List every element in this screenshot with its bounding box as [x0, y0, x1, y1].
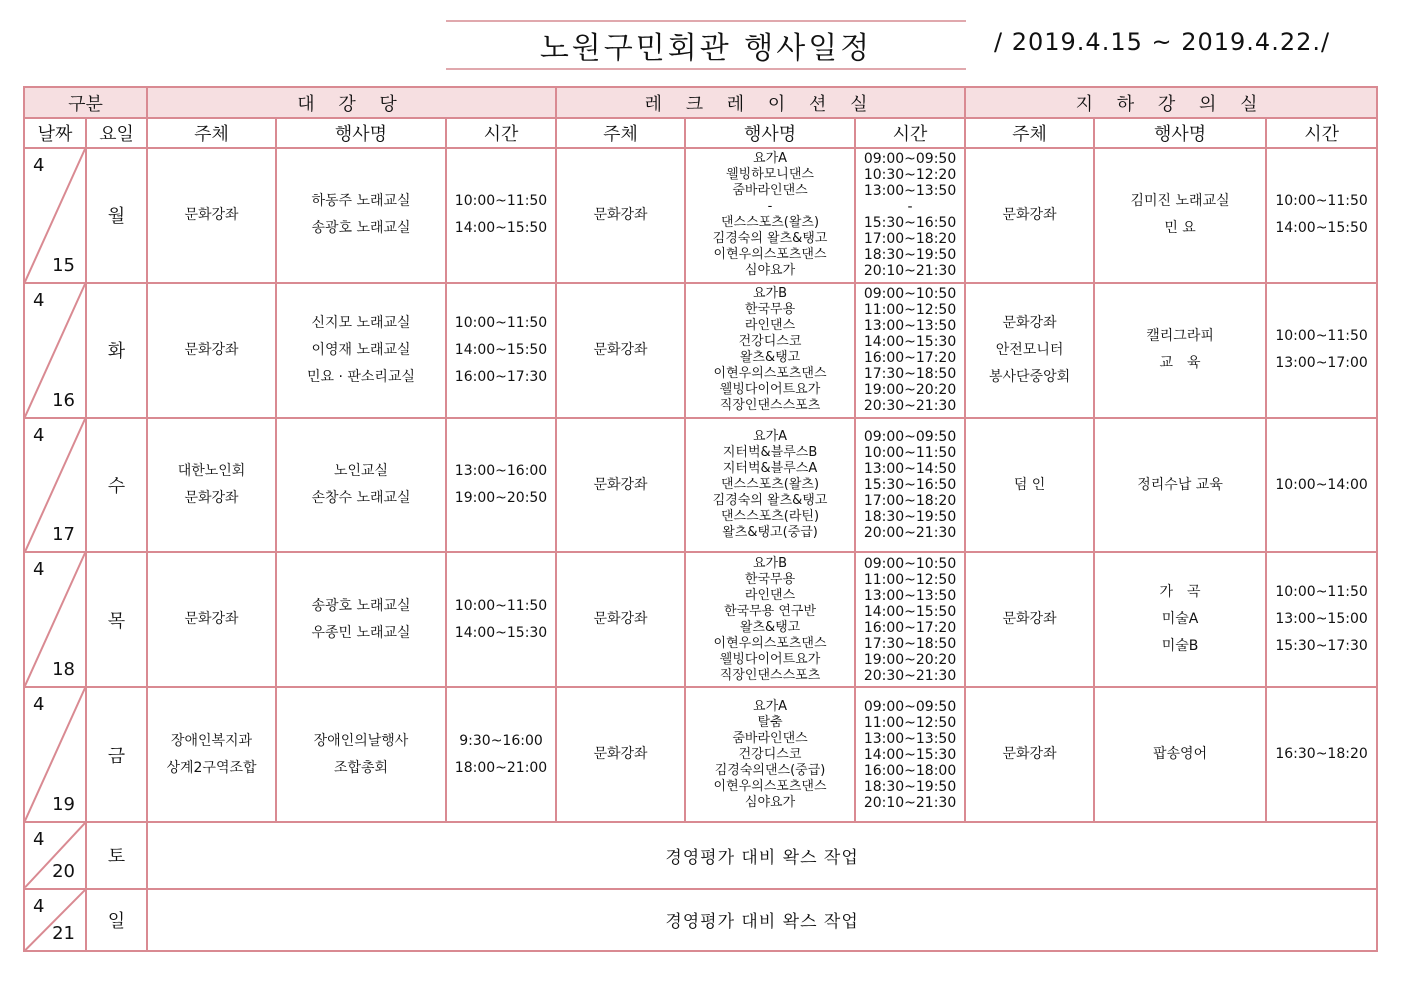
- rec-event: 이현우의스포츠댄스: [713, 366, 827, 382]
- rec-event: 요가B: [753, 286, 788, 302]
- date-cell: [24, 687, 86, 822]
- base-event: 팝송영어: [1153, 746, 1208, 763]
- rec-event: 줌바라인댄스: [732, 730, 808, 746]
- rec-event: 직장인댄스스포츠: [719, 398, 821, 414]
- hall-host: 장애인복지과: [170, 732, 253, 749]
- hall-time-header: 시간: [446, 118, 556, 148]
- date-cell: [24, 418, 86, 553]
- base-time: 13:00~15:00: [1275, 611, 1368, 628]
- hall-event: 송광호 노래교실: [311, 597, 411, 614]
- base-time: 10:00~14:00: [1275, 476, 1368, 493]
- base-time-cell: [1266, 283, 1377, 418]
- hall-host: 문화강좌: [184, 341, 239, 358]
- rec-time: 09:00~10:50: [863, 286, 957, 303]
- date-month: 4: [33, 559, 45, 581]
- date-day: 15: [52, 254, 75, 276]
- base-time: 16:30~18:20: [1275, 746, 1368, 763]
- hall-time-cell: [446, 552, 556, 687]
- rec-time-cell: [855, 552, 965, 687]
- rec-event: 김경숙의 왈츠&탱고: [712, 493, 828, 509]
- rec-event: 요가A: [753, 698, 788, 714]
- hall-event-cell: [276, 687, 446, 822]
- hall-event: 송광호 노래교실: [311, 220, 411, 237]
- weekday-header: 요일: [86, 118, 147, 148]
- rec-event: 댄스스포츠(왈츠): [721, 215, 820, 231]
- date-month: 4: [33, 155, 45, 176]
- hall-event: 이영재 노래교실: [311, 341, 411, 358]
- hall-time: 9:30~16:00: [459, 732, 543, 749]
- rec-time: 20:00~21:30: [863, 525, 957, 542]
- date-day: 19: [52, 794, 75, 816]
- rec-event: 라인댄스: [744, 318, 796, 334]
- rec-event: 웰빙다이어트요가: [719, 651, 821, 667]
- base-host: 문화강좌: [1002, 746, 1057, 763]
- rec-event: 지터벅&블루스A: [722, 461, 818, 477]
- rec-time-cell: [855, 283, 965, 418]
- header-row-venues: [24, 87, 1377, 118]
- base-event: 정리수납 교육: [1137, 476, 1223, 493]
- hall-time: 10:00~11:50: [454, 314, 548, 331]
- rec-event: 댄스스포츠(라틴): [721, 509, 820, 525]
- rec-host: 문화강좌: [593, 206, 648, 223]
- rec-time: 13:00~13:50: [863, 318, 957, 335]
- base-event: 미술B: [1161, 638, 1199, 655]
- rec-host: 문화강좌: [593, 476, 648, 493]
- base-event: 가 곡: [1159, 584, 1201, 601]
- rec-event: 탈춤: [757, 714, 783, 730]
- rec-host-cell: [556, 418, 685, 553]
- rec-event: 직장인댄스스포츠: [719, 667, 821, 683]
- base-event: 민 요: [1164, 220, 1196, 237]
- hall-host: 대한노인회: [177, 463, 246, 480]
- date-day: 21: [52, 923, 75, 944]
- rec-time: 11:00~12:50: [863, 714, 957, 731]
- hall-time: 14:00~15:50: [454, 341, 548, 358]
- rec-time: 19:00~20:20: [863, 382, 957, 399]
- weekday-cell: 금: [86, 687, 147, 822]
- base-event-cell: [1094, 283, 1266, 418]
- rec-event: 왈츠&탱고: [739, 350, 801, 366]
- base-host-header: 주체: [965, 118, 1094, 148]
- hall-time-cell: [446, 687, 556, 822]
- hall-event: 손창수 노래교실: [311, 490, 411, 507]
- rec-time: 15:30~16:50: [863, 477, 957, 494]
- hall-event-cell: [276, 148, 446, 283]
- hall-event-cell: [276, 552, 446, 687]
- rec-time: 18:30~19:50: [863, 509, 957, 526]
- rec-event: 한국무용: [744, 302, 796, 318]
- hall-event: 조합총회: [333, 759, 389, 776]
- base-event: 교 육: [1159, 355, 1201, 372]
- rec-time: 10:30~12:20: [863, 167, 957, 184]
- rec-time: 18:30~19:50: [863, 247, 957, 264]
- hall-time: 16:00~17:30: [454, 368, 548, 385]
- hall-host-cell: [147, 687, 276, 822]
- rec-event: 건강디스코: [738, 334, 802, 350]
- hall-event: 하동주 노래교실: [311, 193, 411, 210]
- date-range: / 2019.4.15 ~ 2019.4.22./: [994, 28, 1331, 56]
- day-row: [24, 418, 1377, 553]
- rec-time: 16:00~17:20: [863, 619, 957, 636]
- rec-time: 09:00~10:50: [863, 555, 957, 572]
- weekday-cell: 화: [86, 283, 147, 418]
- hall-event: 민요 · 판소리교실: [306, 368, 416, 385]
- date-day: 18: [52, 659, 75, 681]
- base-host-cell: [965, 418, 1094, 553]
- base-event-cell: [1094, 418, 1266, 553]
- date-month: 4: [33, 895, 45, 917]
- base-host: 문화강좌: [1002, 314, 1057, 331]
- rec-time: 09:00~09:50: [863, 698, 957, 715]
- date-header: 날짜: [24, 118, 86, 148]
- rec-event: 이현우의스포츠댄스: [713, 778, 827, 794]
- title-box: [446, 20, 966, 70]
- weekend-note: 경영평가 대비 왁스 작업: [147, 889, 1377, 951]
- weekday-cell: 수: [86, 418, 147, 553]
- base-time-header: 시간: [1266, 118, 1377, 148]
- venue-basement-header: 지 하 강 의 실: [965, 87, 1377, 118]
- rec-event: 웰빙다이어트요가: [719, 382, 821, 398]
- rec-time: 13:00~14:50: [863, 461, 957, 478]
- weekday-cell: 일: [86, 889, 147, 951]
- base-event: 미술A: [1161, 611, 1199, 628]
- rec-event-cell: [685, 148, 855, 283]
- date-cell: [24, 148, 86, 283]
- rec-event: 김경숙의 왈츠&탱고: [712, 231, 828, 247]
- base-event: 김미진 노래교실: [1130, 193, 1230, 210]
- date-day: 16: [52, 389, 75, 411]
- rec-time: 20:10~21:30: [863, 263, 957, 280]
- rec-time: 20:30~21:30: [863, 398, 957, 415]
- rec-event-cell: [685, 552, 855, 687]
- rec-time-header: 시간: [855, 118, 965, 148]
- date-month: 4: [33, 289, 45, 311]
- rec-event: 댄스스포츠(왈츠): [721, 477, 820, 493]
- rec-host: 문화강좌: [593, 746, 648, 763]
- weekend-row: [24, 889, 1377, 951]
- base-host-cell: [965, 283, 1094, 418]
- rec-host-cell: [556, 148, 685, 283]
- rec-host-cell: [556, 552, 685, 687]
- base-host: 문화강좌: [1002, 206, 1057, 223]
- date-month: 4: [33, 694, 45, 716]
- rec-event: 한국무용: [744, 571, 796, 587]
- hall-time: 14:00~15:30: [454, 624, 548, 641]
- rec-event: 왈츠&탱고: [739, 619, 801, 635]
- hall-host-cell: [147, 418, 276, 553]
- rec-time-cell: [855, 687, 965, 822]
- rec-time: 13:00~13:50: [863, 183, 957, 200]
- rec-time: -: [907, 199, 913, 216]
- base-time-cell: [1266, 148, 1377, 283]
- day-row: [24, 283, 1377, 418]
- rec-time: 09:00~09:50: [863, 151, 957, 168]
- hall-host-cell: [147, 283, 276, 418]
- rec-time: 14:00~15:50: [863, 603, 957, 620]
- rec-event: 요가A: [753, 151, 788, 167]
- day-row: [24, 148, 1377, 283]
- rec-time: 17:00~18:20: [863, 493, 957, 510]
- base-time: 13:00~17:00: [1275, 355, 1368, 372]
- base-host-cell: [965, 148, 1094, 283]
- rec-time: 14:00~15:30: [863, 334, 957, 351]
- base-event-cell: [1094, 552, 1266, 687]
- rec-time: 15:30~16:50: [863, 215, 957, 232]
- base-host: 안전모니터: [995, 341, 1064, 358]
- base-host: 문화강좌: [1002, 611, 1057, 628]
- base-host-cell: [965, 552, 1094, 687]
- page-title: 노원구민회관 행사일정: [539, 31, 873, 66]
- rec-host: 문화강좌: [593, 611, 648, 628]
- rec-time: 11:00~12:50: [863, 571, 957, 588]
- rec-event: 줌바라인댄스: [732, 183, 808, 199]
- rec-event: 심야요가: [744, 263, 796, 279]
- rec-event: 건강디스코: [738, 746, 802, 762]
- date-cell: [24, 889, 86, 951]
- rec-time: 14:00~15:30: [863, 746, 957, 763]
- hall-time-cell: [446, 283, 556, 418]
- hall-time: 10:00~11:50: [454, 597, 548, 614]
- base-time: 15:30~17:30: [1275, 638, 1368, 655]
- rec-host-cell: [556, 687, 685, 822]
- base-time-cell: [1266, 687, 1377, 822]
- hall-host-cell: [147, 552, 276, 687]
- rec-event: 요가B: [753, 555, 788, 571]
- base-host: 봉사단중앙회: [988, 368, 1071, 385]
- date-month: 4: [33, 829, 45, 851]
- hall-host-cell: [147, 148, 276, 283]
- base-event-header: 행사명: [1094, 118, 1266, 148]
- rec-event: 왈츠&탱고(중급): [722, 525, 818, 541]
- base-time: 10:00~11:50: [1275, 328, 1368, 345]
- rec-event: 요가A: [753, 429, 788, 445]
- rec-event: 한국무용 연구반: [724, 603, 817, 619]
- hall-time: 14:00~15:50: [454, 220, 548, 237]
- rec-time: 09:00~09:50: [863, 429, 957, 446]
- rec-event: 라인댄스: [744, 587, 796, 603]
- rec-time: 11:00~12:50: [863, 302, 957, 319]
- hall-event: 우종민 노래교실: [311, 624, 411, 641]
- hall-host: 문화강좌: [184, 206, 239, 223]
- rec-host-cell: [556, 283, 685, 418]
- base-host: 덤 인: [1013, 476, 1046, 493]
- rec-event: 이현우의스포츠댄스: [713, 635, 827, 651]
- rec-time: 17:30~18:50: [863, 635, 957, 652]
- weekend-note: 경영평가 대비 왁스 작업: [147, 822, 1377, 888]
- rec-time: 13:00~13:50: [863, 587, 957, 604]
- rec-event: 김경숙의댄스(중급): [714, 762, 826, 778]
- header-row-columns: [24, 118, 1377, 148]
- date-month: 4: [33, 424, 45, 446]
- date-day: 17: [52, 524, 75, 546]
- rec-host: 문화강좌: [593, 341, 648, 358]
- rec-time: 19:00~20:20: [863, 651, 957, 668]
- rec-time: 16:00~17:20: [863, 350, 957, 367]
- weekday-cell: 토: [86, 822, 147, 888]
- hall-event: 신지모 노래교실: [311, 314, 411, 331]
- hall-event-cell: [276, 283, 446, 418]
- weekend-row: [24, 822, 1377, 888]
- date-cell: [24, 822, 86, 888]
- hall-time: 10:00~11:50: [454, 193, 548, 210]
- rec-time-cell: [855, 418, 965, 553]
- date-day: 20: [52, 860, 75, 882]
- hall-event: 노인교실: [333, 463, 389, 480]
- day-row: [24, 552, 1377, 687]
- rec-event: -: [767, 199, 773, 215]
- rec-event: 심야요가: [744, 794, 796, 810]
- rec-time: 20:30~21:30: [863, 667, 957, 684]
- base-event: 캘리그라피: [1146, 328, 1214, 345]
- base-event-cell: [1094, 148, 1266, 283]
- base-time-cell: [1266, 552, 1377, 687]
- rec-time: 18:30~19:50: [863, 778, 957, 795]
- base-time: 10:00~11:50: [1275, 193, 1368, 210]
- schedule-table: [23, 86, 1378, 952]
- weekday-cell: 목: [86, 552, 147, 687]
- rec-time: 17:30~18:50: [863, 366, 957, 383]
- hall-host-header: 주체: [147, 118, 276, 148]
- hall-event-header: 행사명: [276, 118, 446, 148]
- weekday-cell: 월: [86, 148, 147, 283]
- hall-time-cell: [446, 418, 556, 553]
- rec-time: 13:00~13:50: [863, 730, 957, 747]
- rec-event-cell: [685, 687, 855, 822]
- venue-hall-header: 대 강 당: [147, 87, 556, 118]
- hall-host: 상계2구역조합: [166, 759, 257, 776]
- base-event-cell: [1094, 687, 1266, 822]
- rec-time: 17:00~18:20: [863, 231, 957, 248]
- base-time: 14:00~15:50: [1275, 220, 1368, 237]
- rec-event: 이현우의스포츠댄스: [713, 247, 827, 263]
- hall-event-cell: [276, 418, 446, 553]
- hall-time: 18:00~21:00: [454, 759, 548, 776]
- venue-rec-header: 레 크 레 이 션 실: [556, 87, 965, 118]
- rec-event-header: 행사명: [685, 118, 855, 148]
- date-cell: [24, 552, 86, 687]
- rec-time: 16:00~18:00: [863, 762, 957, 779]
- rec-event: 지터벅&블루스B: [722, 445, 818, 461]
- hall-time-cell: [446, 148, 556, 283]
- category-header: 구분: [24, 87, 147, 118]
- rec-host-header: 주체: [556, 118, 685, 148]
- base-host-cell: [965, 687, 1094, 822]
- rec-time-cell: [855, 148, 965, 283]
- rec-time: 10:00~11:50: [863, 445, 957, 462]
- hall-event: 장애인의날행사: [313, 732, 409, 749]
- hall-host: 문화강좌: [184, 490, 239, 507]
- base-time: 10:00~11:50: [1275, 584, 1368, 601]
- rec-event-cell: [685, 283, 855, 418]
- base-time-cell: [1266, 418, 1377, 553]
- rec-event-cell: [685, 418, 855, 553]
- hall-time: 13:00~16:00: [454, 463, 548, 480]
- hall-host: 문화강좌: [184, 611, 239, 628]
- day-row: [24, 687, 1377, 822]
- rec-time: 20:10~21:30: [863, 794, 957, 811]
- date-cell: [24, 283, 86, 418]
- rec-event: 웰빙하모니댄스: [726, 167, 814, 183]
- hall-time: 19:00~20:50: [454, 490, 548, 507]
